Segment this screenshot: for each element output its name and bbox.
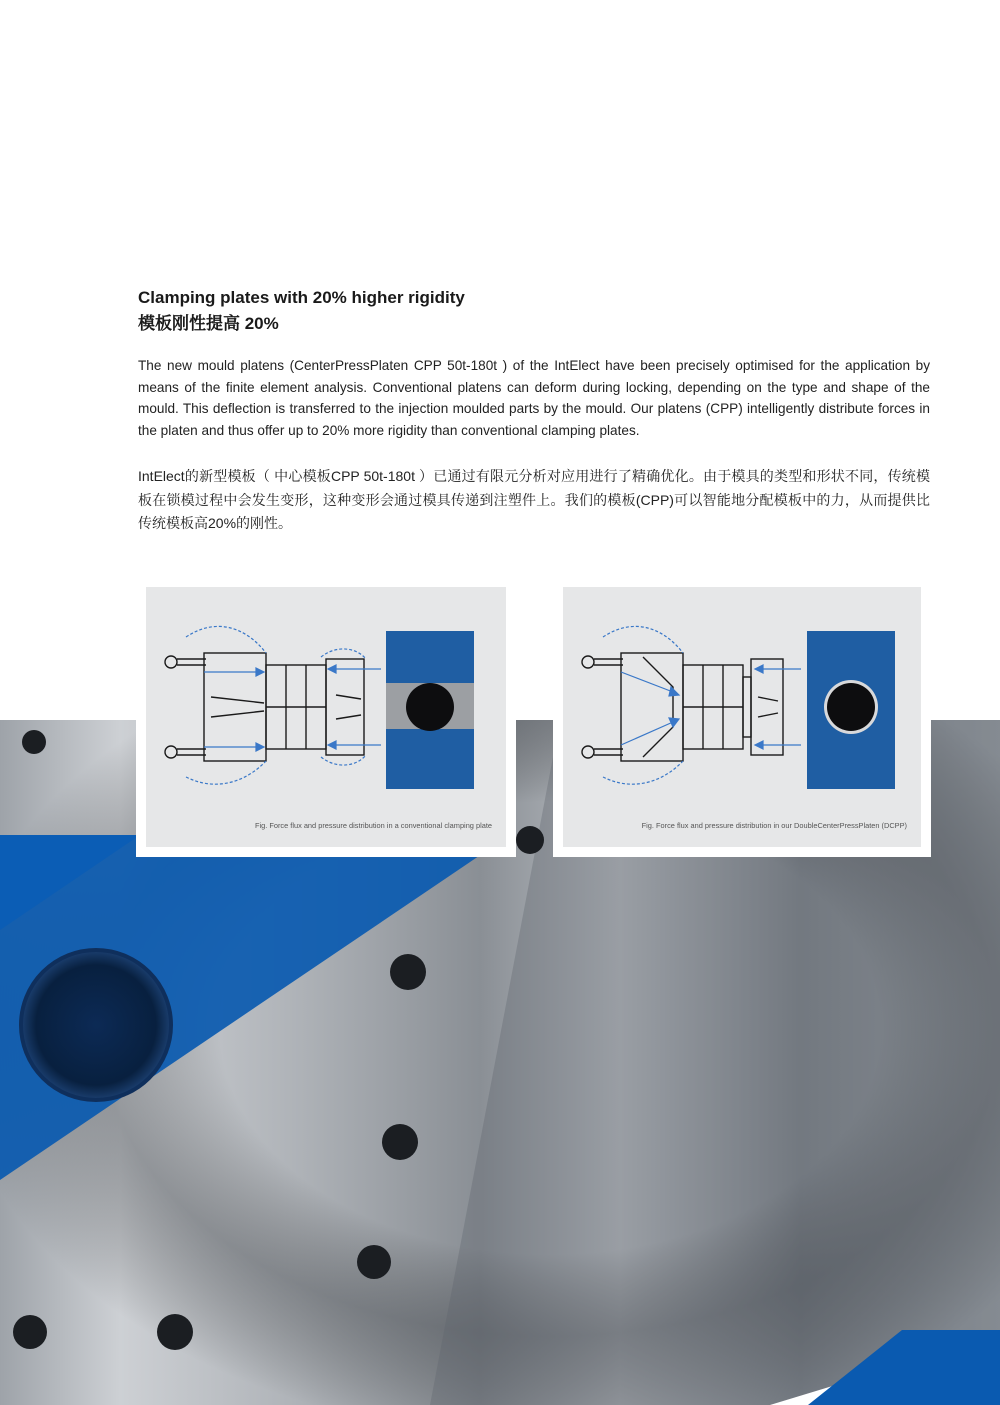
pressure-image-conventional xyxy=(386,631,474,789)
figure-dcpp-platen xyxy=(553,577,931,857)
section-title-en: Clamping plates with 20% higher rigidity xyxy=(138,288,465,307)
pressure-image-dcpp xyxy=(807,631,895,789)
dcpp-platen-diagram xyxy=(573,617,803,787)
section-title-zh: 模板刚性提高 20% xyxy=(138,314,279,333)
body-text-zh: IntElect的新型模板（ 中心模板CPP 50t-180t ）已通过有限元分析对应用进行了精确优化。由于模具的类型和形状不同，传统模板在锁模过程中会发生变形，这种变形会通过模具传递到注塑件上。我们的模板(CPP)可以智能地分配模板中的力，从而提供比传统模板高20%的刚性。 xyxy=(138,468,930,531)
conventional-platen-diagram xyxy=(156,617,386,787)
figure-conventional-platen xyxy=(136,577,516,857)
body-text-en: The new mould platens (CenterPressPlaten CPP 50t-180t ) of the IntElect have been precisely optimised for the application by means of the finite element analysis. Conventional platens can deform during locking, depending on the type and shape of the mould. This deflection is transferred to the injection moulded parts by the mould. Our platens (CPP) intelligently distribute forces in the platen and thus offer up to 20% more rigidity than conventional clamping plates. xyxy=(138,358,930,439)
figure-caption: Fig. Force flux and pressure distribution in our DoubleCenterPressPlaten (DCPP) xyxy=(641,821,907,830)
figure-caption: Fig. Force flux and pressure distribution in a conventional clamping plate xyxy=(254,821,492,830)
